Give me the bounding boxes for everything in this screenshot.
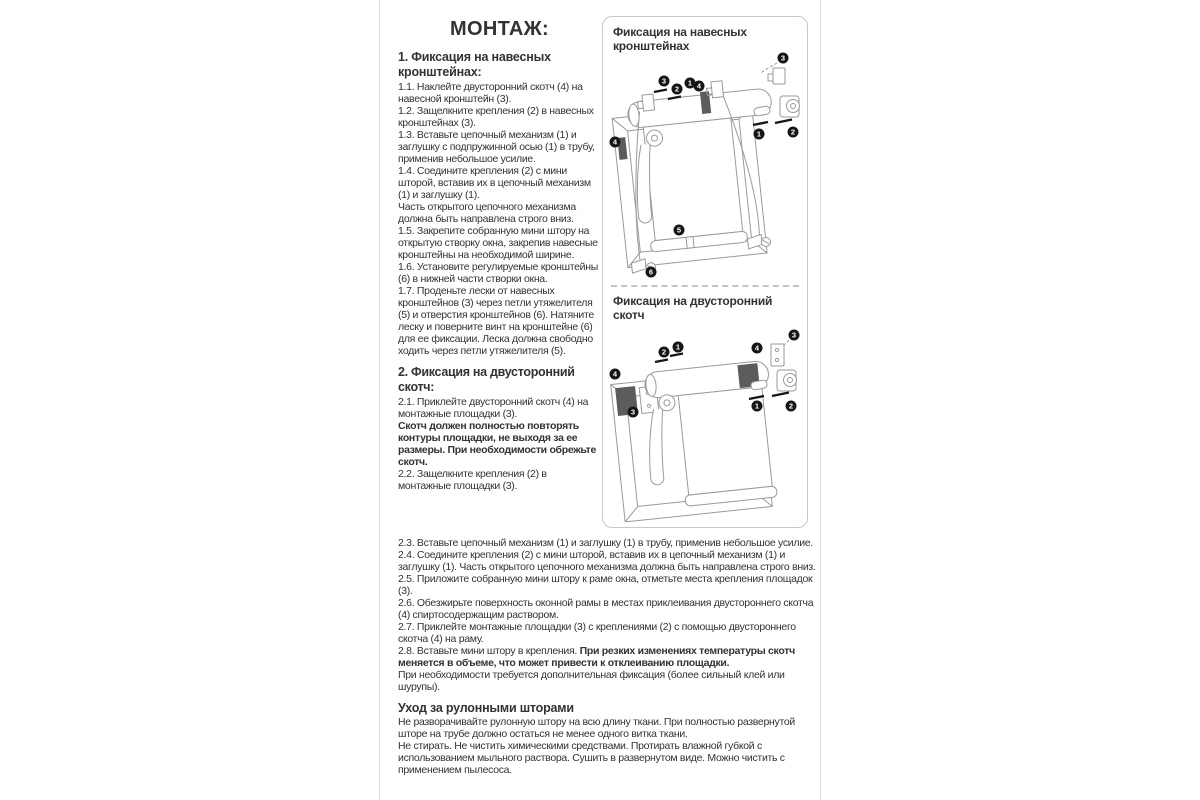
diagram1-drawing [607,50,803,282]
callout-2-icon [788,127,799,138]
callout-3-icon [789,330,800,341]
step-1-6: 1.6. Установите регулируемые кронштейны (6) в нижней части створки окна. [398,261,598,285]
callout-4-icon [694,81,705,92]
step-2-8 [398,645,821,669]
callout-4-icon [752,343,763,354]
svg-text:3: 3 [630,407,636,417]
pointer-dash [654,90,667,93]
temperature-warning: При резких изменениях температуры скотч меняется в объеме, что может привести к отклеиванию площадки. [398,645,795,669]
svg-text:4: 4 [754,343,760,353]
step-2-8-note: При необходимости требуется дополнительная фиксация (более сильный клей или шурупы). [398,669,785,693]
svg-text:6: 6 [648,267,654,277]
step-2-2: 2.2. Защелкните крепления (2) в монтажные площадки (3). [398,468,547,492]
step-1-2: 1.2. Защелкните крепления (2) в навесных кронштейнах (3). [398,105,594,129]
svg-text:5: 5 [676,225,682,235]
section1-heading: 1. Фиксация на навесных кронштейнах: [398,50,551,79]
svg-text:4: 4 [612,369,618,379]
callout-1-icon [752,401,763,412]
step-1-3: 1.3. Вставьте цепочный механизм (1) и заглушку с подпружинной осью (1) в трубу, применив небольшое усилие. [398,129,595,165]
step-1-5: 1.5. Закрепите собранную мини штору на открытую створку окна, закрепив навесные кронштейны на необходимой ширине. [398,225,598,261]
svg-text:3: 3 [780,53,786,63]
callout-3-icon [628,407,639,418]
diagram2-title: Фиксация на двусторонний скотч [613,294,773,322]
pointer-dash [775,120,792,124]
plate-detached [771,344,784,366]
tape-note-bold: Скотч должен полностью повторять контуры площадки, не выходя за ее размеры. При необходимости обрежьте скотч. [398,420,597,468]
svg-text:1: 1 [675,342,681,352]
svg-text:1: 1 [687,78,693,88]
callout-3-icon [778,53,789,64]
svg-text:1: 1 [754,401,760,411]
step-1-4-note: Часть открытого цепочного механизма должна быть направлена строго вниз. [398,201,576,225]
care-paragraph-2: Не стирать. Не чистить химическими средствами. Протирать влажной губкой с использованием мыльного раствора. Сушить в развернутом виде. Можно чистить с применением пылесоса. [398,740,785,776]
step-2-1: 2.1. Приклейте двусторонний скотч (4) на монтажные площадки (3). [398,396,589,420]
svg-text:2: 2 [788,401,794,411]
callout-4-icon [610,369,621,380]
callout-1-icon [673,342,684,353]
panel-separator [611,285,799,287]
step-1-7: 1.7. Проденьте лески от навесных кронштейнов (3) через петли утяжелителя (5) и отверстия кронштейнов (6). Натяните леску и поверните винт на кронштейне (6) для ее фиксации. Леска должна свободно ходить через петли утяжелителя (5). [398,285,594,357]
svg-text:4: 4 [612,137,618,147]
svg-text:3: 3 [791,330,797,340]
callout-1-icon [754,129,765,140]
svg-text:3: 3 [661,76,667,86]
weight-loop [686,237,694,249]
callout-2-icon [659,347,670,358]
callout-2-icon [786,401,797,412]
diagram2-drawing [607,326,803,522]
svg-text:2: 2 [661,347,667,357]
care-paragraph-1: Не разворачивайте рулонную штору на всю длину ткани. При полностью развернутой шторе на трубе должно остаться не менее одного витка ткани. [398,716,795,740]
pointer-dash [753,122,768,125]
diagram1-title: Фиксация на навесных кронштейнах [613,25,747,53]
svg-text:4: 4 [696,81,702,91]
step-1-4: 1.4. Соедините крепления (2) с мини шторой, вставив их в цепочный механизм (1) и заглушку (1). [398,165,591,201]
instruction-page [379,0,821,800]
step-2-3: 2.3. Вставьте цепочный механизм (1) и заглушку (1) в трубу, применив небольшое усилие. [398,537,813,549]
svg-text:2: 2 [674,84,680,94]
callout-2-icon [672,84,683,95]
page-title: МОНТАЖ: [450,18,549,40]
step-2-4: 2.4. Соедините крепления (2) с мини шторой, вставив их в цепочный механизм (1) и заглушку (1). Часть открытого цепочного механизма должна быть направлена строго вниз. [398,549,816,573]
section2-heading: 2. Фиксация на двусторонний скотч: [398,365,575,394]
step-1-1: 1.1. Наклейте двусторонний скотч (4) на навесной кронштейн (3). [398,81,583,105]
step-2-8-text: 2.8. Вставьте мини штору в крепления. [398,645,580,657]
callout-6-icon [646,267,657,278]
step-2-5: 2.5. Приложите собранную мини штору к раме окна, отметьте места крепления площадок (3). [398,573,813,597]
hanging-bracket [711,81,724,98]
step-2-6: 2.6. Обезжирьте поверхность оконной рамы в местах приклеивания двустороннего скотча (4) спиртосодержащим раствором. [398,597,814,621]
callout-5-icon [674,225,685,236]
svg-text:2: 2 [790,127,796,137]
diagram-panel [602,16,808,528]
pointer-dash [670,354,683,357]
callout-4-icon [610,137,621,148]
pointer-dash [655,360,668,363]
hanging-bracket [642,94,655,111]
callout-3-icon [659,76,670,87]
care-heading: Уход за рулонными шторами [398,701,574,715]
step-2-7: 2.7. Приклейте монтажные площадки (3) с креплениями (2) с помощью двустороннего скотча (4) на раму. [398,621,796,645]
wide-text-block [398,537,821,776]
svg-text:1: 1 [756,129,762,139]
bracket-detached [773,68,785,84]
pointer-dash [772,393,789,397]
left-column [398,12,601,492]
